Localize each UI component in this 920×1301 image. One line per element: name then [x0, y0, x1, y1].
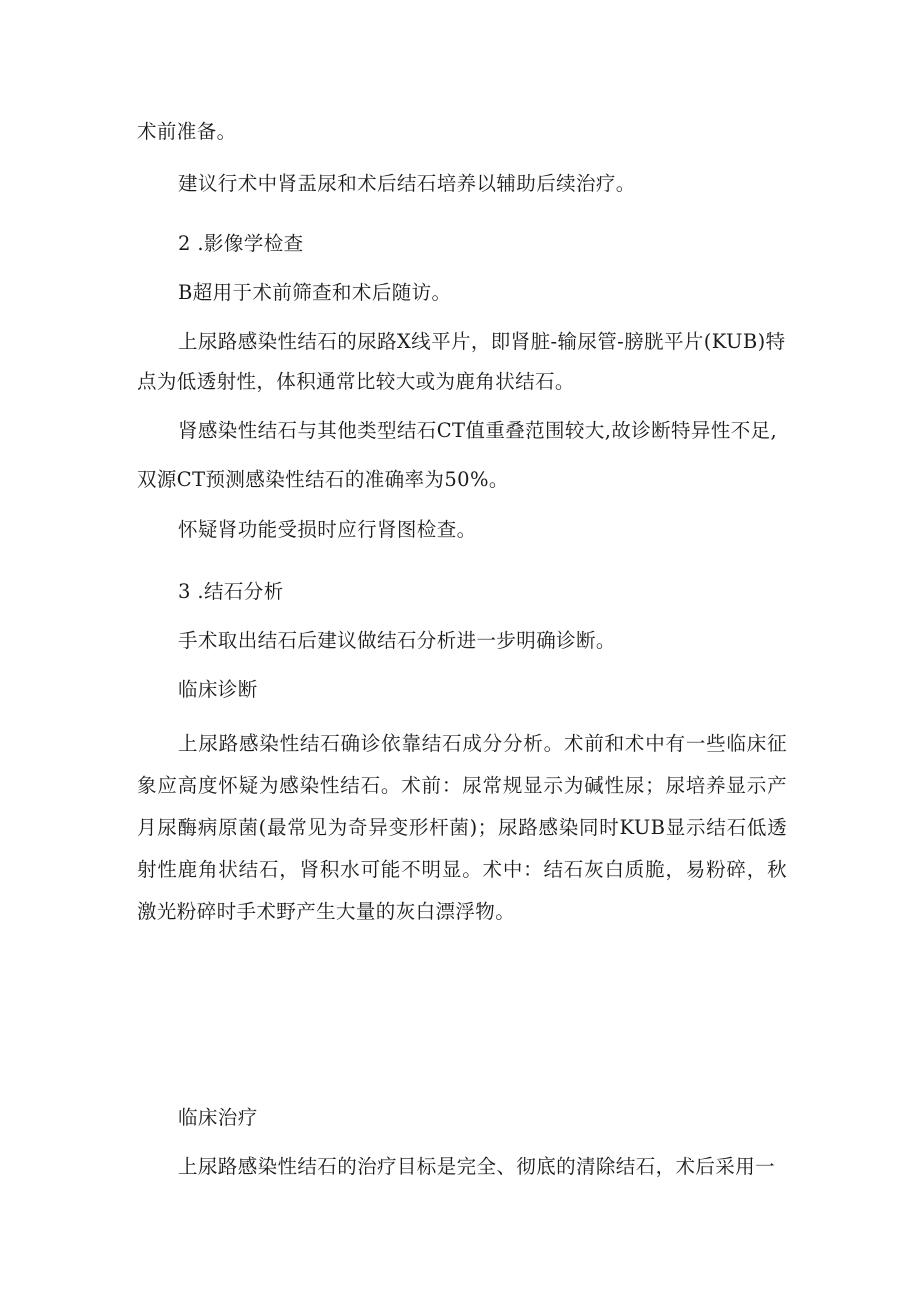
paragraph-kub-line2: 点为低透射性，体积通常比较大或为鹿角状结石。 [137, 370, 575, 393]
paragraph-ultrasound: B超用于术前筛查和术后随访。 [178, 281, 452, 304]
paragraph-renogram: 怀疑肾功能受损时应行肾图检查。 [178, 518, 477, 541]
paragraph-preop: 术前准备。 [137, 120, 237, 143]
heading-imaging: 2 .影像学检查 [178, 232, 304, 255]
heading-stone-analysis: 3 .结石分析 [178, 580, 284, 603]
paragraph-diagnosis: 上尿路感染性结石确诊依靠结石成分分析。术前和术中有一些临床征象应高度怀疑为感染性结石。术前：尿常规显示为碱性尿；尿培养显示产月尿酶病原菌(最常见为奇异变形杆菌)；尿路感染同时KUB显示结石低透射性鹿角状结石，肾积水可能不明显。术中：结石灰白质脆，易粉碎，秋激光粉碎时手术野产生大量的灰白漂浮物。 [137, 732, 787, 923]
paragraph-culture: 建议行术中肾盂尿和术后结石培养以辅助后续治疗。 [178, 172, 636, 195]
paragraph-ct-line2: 双源CT预测感染性结石的准确率为50%。 [137, 468, 509, 491]
paragraph-kub-line1: 上尿路感染性结石的尿路X线平片，即肾脏-输尿管-膀胱平片(KUB)特 [178, 330, 786, 353]
heading-clinical-diagnosis: 临床诊断 [178, 678, 258, 701]
paragraph-stone-analysis: 手术取出结石后建议做结石分析进一步明确诊断。 [178, 629, 616, 652]
paragraph-treatment: 上尿路感染性结石的治疗目标是完全、彻底的清除结石，术后采用一 [178, 1155, 776, 1178]
heading-clinical-treatment: 临床治疗 [178, 1106, 258, 1129]
paragraph-ct-line1: 肾感染性结石与其他类型结石CT值重叠范围较大,故诊断特异性不足, [178, 419, 778, 442]
